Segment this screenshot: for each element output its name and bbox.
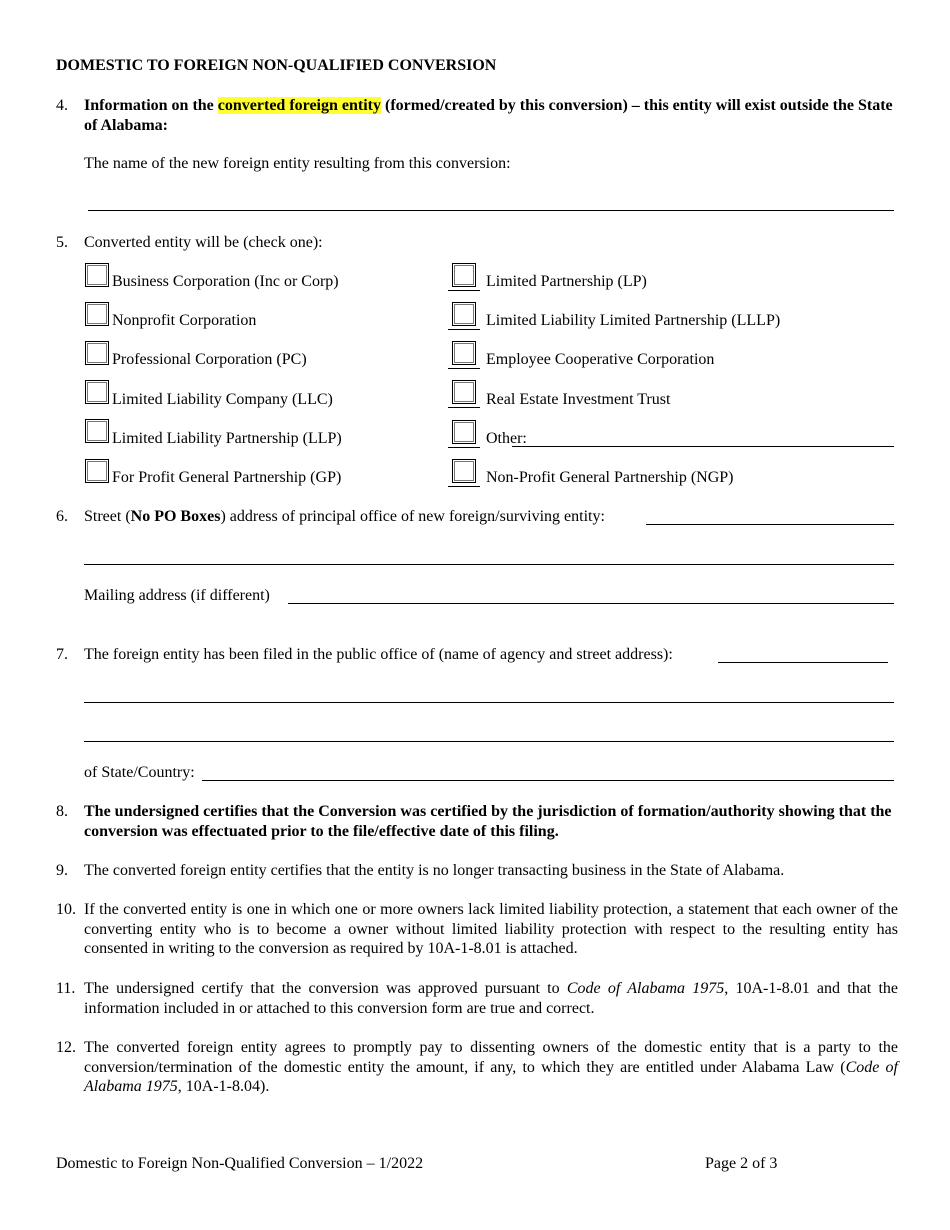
highlighted-text: converted foreign entity — [217, 97, 381, 114]
checkbox-nonprofit-corporation[interactable] — [85, 302, 109, 326]
checkbox-employee-cooperative[interactable] — [452, 341, 476, 365]
public-office-field[interactable] — [718, 662, 888, 663]
option-llp: Limited Liability Partnership (LLP) — [112, 430, 342, 447]
checkbox-other[interactable] — [452, 420, 476, 444]
item-12-number: 12. — [56, 1039, 76, 1056]
checkbox-business-corporation[interactable] — [85, 263, 109, 287]
item-4-number: 4. — [56, 97, 68, 114]
option-lllp: Limited Liability Limited Partnership (LLLP) — [486, 312, 781, 329]
mailing-address-field[interactable] — [288, 603, 894, 604]
checkbox-nonprofit-general-partnership[interactable] — [452, 459, 476, 483]
option-other: Other: — [486, 430, 527, 447]
public-office-label: The foreign entity has been filed in the public office of (name of agency and street address): — [84, 646, 673, 663]
page-title: DOMESTIC TO FOREIGN NON-QUALIFIED CONVERSION — [56, 57, 497, 74]
other-entity-field[interactable] — [512, 446, 894, 447]
checkbox-reit[interactable] — [452, 380, 476, 404]
street-address-field[interactable] — [646, 524, 894, 525]
option-employee-cooperative: Employee Cooperative Corporation — [486, 351, 715, 368]
public-office-field-line2[interactable] — [84, 702, 894, 703]
option-llc: Limited Liability Company (LLC) — [112, 391, 333, 408]
public-office-field-line3[interactable] — [84, 741, 894, 742]
option-nonprofit-general-partnership: Non-Profit General Partnership (NGP) — [486, 469, 734, 486]
checkbox-general-partnership[interactable] — [85, 459, 109, 483]
item-8-text: The undersigned certifies that the Conversion was certified by the jurisdiction of formation/authority showing that the conversion was effectuated prior to the file/effective date of this filing. — [84, 803, 892, 840]
checkbox-llc[interactable] — [85, 380, 109, 404]
item-10-text: If the converted entity is one in which one or more owners lack limited liability protection, a statement that each owner of the converting entity who is to become a owner without limited liability protection with respect to the resulting entity has consented in writing to the conversion as required by 10A-1-8.01 is attached. — [84, 901, 898, 957]
checkbox-llp[interactable] — [85, 419, 109, 443]
option-nonprofit-corporation: Nonprofit Corporation — [112, 312, 257, 329]
entity-name-field[interactable] — [88, 210, 894, 211]
item-5-number: 5. — [56, 234, 68, 251]
checkbox-lllp[interactable] — [452, 302, 476, 326]
item-7-number: 7. — [56, 646, 68, 663]
item-9-number: 9. — [56, 862, 68, 879]
item-8-number: 8. — [56, 803, 68, 820]
item-12-text: The converted foreign entity agrees to promptly pay to dissenting owners of the domestic entity that is a party to the conversion/termination of the domestic entity the amount, if any, to which they are entitled under Alabama Law (Code of Alabama 1975, 10A-1-8.04). — [84, 1039, 898, 1095]
checkbox-professional-corporation[interactable] — [85, 341, 109, 365]
mailing-address-label: Mailing address (if different) — [84, 587, 270, 604]
state-country-label: of State/Country: — [84, 764, 195, 781]
option-business-corporation: Business Corporation (Inc or Corp) — [112, 273, 339, 290]
item-9-text: The converted foreign entity certifies that the entity is no longer transacting business in the State of Alabama. — [84, 862, 785, 879]
street-address-field-line2[interactable] — [84, 564, 894, 565]
item-11-number: 11. — [56, 980, 76, 997]
option-reit: Real Estate Investment Trust — [486, 391, 671, 408]
entity-name-label: The name of the new foreign entity resulting from this conversion: — [84, 155, 511, 172]
item-11-text: The undersigned certify that the conversion was approved pursuant to Code of Alabama 1975, 10A-1-8.01 and that the information included in or attached to this conversion form are true and correct. — [84, 980, 899, 1017]
option-limited-partnership: Limited Partnership (LP) — [486, 273, 647, 290]
item-6-number: 6. — [56, 508, 68, 525]
option-professional-corporation: Professional Corporation (PC) — [112, 351, 307, 368]
state-country-field[interactable] — [202, 780, 894, 781]
footer-form-title: Domestic to Foreign Non-Qualified Conversion – 1/2022 — [56, 1155, 424, 1172]
street-address-label: Street (No PO Boxes) address of principal office of new foreign/surviving entity: — [84, 508, 605, 525]
option-general-partnership: For Profit General Partnership (GP) — [112, 469, 342, 486]
entity-type-label: Converted entity will be (check one): — [84, 234, 323, 251]
footer-page-number: Page 2 of 3 — [705, 1155, 778, 1172]
checkbox-limited-partnership[interactable] — [452, 263, 476, 287]
item-10-number: 10. — [56, 901, 76, 918]
item-4-heading: Information on the converted foreign entity (formed/created by this conversion) – this entity will exist outside the State of Alabama: — [84, 97, 893, 134]
